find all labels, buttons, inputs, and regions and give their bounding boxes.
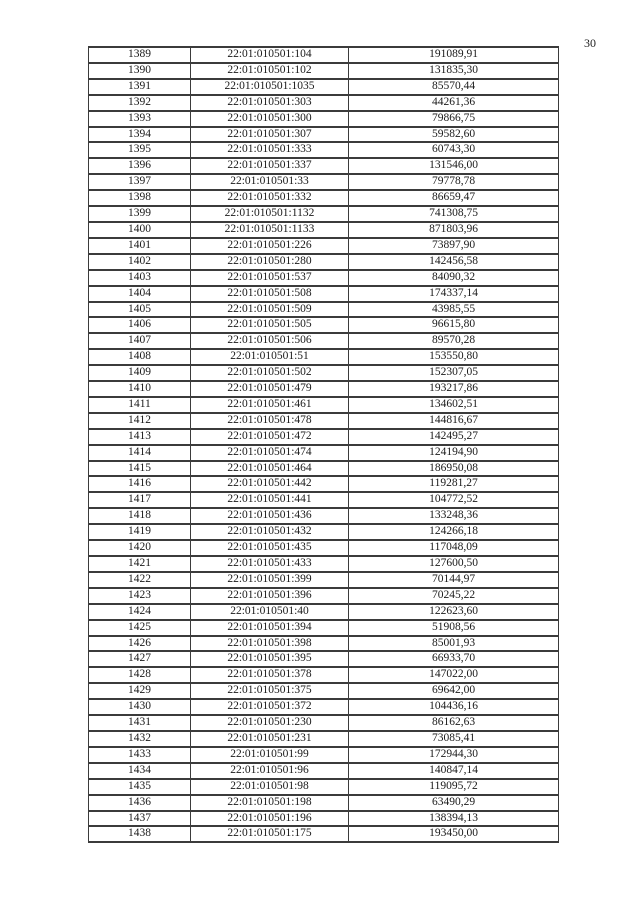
cell-value: 133248,36 [349, 508, 559, 524]
cell-row-number: 1430 [89, 699, 191, 715]
cell-cadastral-number: 22:01:010501:375 [191, 683, 349, 699]
cell-row-number: 1416 [89, 476, 191, 492]
cell-row-number: 1409 [89, 365, 191, 381]
cell-value: 741308,75 [349, 206, 559, 222]
table-row [89, 588, 559, 604]
cell-value: 89570,28 [349, 333, 559, 349]
cell-value: 122623,60 [349, 604, 559, 620]
cell-row-number: 1424 [89, 604, 191, 620]
cell-cadastral-number: 22:01:010501:280 [191, 254, 349, 270]
table-row [89, 111, 559, 127]
cell-cadastral-number: 22:01:010501:99 [191, 747, 349, 763]
cell-cadastral-number: 22:01:010501:230 [191, 715, 349, 731]
cell-row-number: 1399 [89, 206, 191, 222]
cell-cadastral-number: 22:01:010501:226 [191, 238, 349, 254]
cell-cadastral-number: 22:01:010501:442 [191, 476, 349, 492]
cell-row-number: 1410 [89, 381, 191, 397]
cell-value: 104436,16 [349, 699, 559, 715]
cell-cadastral-number: 22:01:010501:51 [191, 349, 349, 365]
cell-row-number: 1403 [89, 270, 191, 286]
table-row [89, 811, 559, 827]
cell-row-number: 1401 [89, 238, 191, 254]
table-row [89, 715, 559, 731]
cell-row-number: 1392 [89, 95, 191, 111]
cell-cadastral-number: 22:01:010501:231 [191, 731, 349, 747]
cell-row-number: 1437 [89, 811, 191, 827]
cell-cadastral-number: 22:01:010501:1132 [191, 206, 349, 222]
cell-row-number: 1418 [89, 508, 191, 524]
cell-row-number: 1394 [89, 127, 191, 143]
cell-cadastral-number: 22:01:010501:396 [191, 588, 349, 604]
table-row [89, 270, 559, 286]
cell-cadastral-number: 22:01:010501:472 [191, 429, 349, 445]
cell-value: 104772,52 [349, 492, 559, 508]
cell-cadastral-number: 22:01:010501:196 [191, 811, 349, 827]
cell-row-number: 1436 [89, 795, 191, 811]
cell-value: 117048,09 [349, 540, 559, 556]
cell-value: 174337,14 [349, 286, 559, 302]
cell-cadastral-number: 22:01:010501:435 [191, 540, 349, 556]
cell-cadastral-number: 22:01:010501:464 [191, 461, 349, 477]
cell-cadastral-number: 22:01:010501:474 [191, 445, 349, 461]
cell-value: 85001,93 [349, 636, 559, 652]
cell-value: 79778,78 [349, 174, 559, 190]
cell-value: 191089,91 [349, 47, 559, 63]
cell-row-number: 1408 [89, 349, 191, 365]
cell-cadastral-number: 22:01:010501:333 [191, 142, 349, 158]
cell-cadastral-number: 22:01:010501:509 [191, 302, 349, 318]
table-row [89, 381, 559, 397]
cell-row-number: 1406 [89, 317, 191, 333]
cell-row-number: 1393 [89, 111, 191, 127]
table-row [89, 127, 559, 143]
cell-cadastral-number: 22:01:010501:399 [191, 572, 349, 588]
cell-cadastral-number: 22:01:010501:506 [191, 333, 349, 349]
table-row [89, 779, 559, 795]
table-row [89, 429, 559, 445]
cell-value: 63490,29 [349, 795, 559, 811]
table-row [89, 445, 559, 461]
cell-value: 153550,80 [349, 349, 559, 365]
table-row [89, 699, 559, 715]
cell-value: 119095,72 [349, 779, 559, 795]
cell-row-number: 1427 [89, 651, 191, 667]
cell-value: 60743,30 [349, 142, 559, 158]
table-row [89, 826, 559, 842]
table-row [89, 763, 559, 779]
table-row [89, 397, 559, 413]
cell-row-number: 1390 [89, 63, 191, 79]
cell-cadastral-number: 22:01:010501:300 [191, 111, 349, 127]
cell-row-number: 1422 [89, 572, 191, 588]
cell-value: 147022,00 [349, 667, 559, 683]
cell-value: 124194,90 [349, 445, 559, 461]
cell-cadastral-number: 22:01:010501:537 [191, 270, 349, 286]
cell-row-number: 1398 [89, 190, 191, 206]
cell-value: 871803,96 [349, 222, 559, 238]
cell-value: 59582,60 [349, 127, 559, 143]
table-row [89, 79, 559, 95]
table-row [89, 174, 559, 190]
cell-cadastral-number: 22:01:010501:372 [191, 699, 349, 715]
cell-value: 96615,80 [349, 317, 559, 333]
cell-value: 144816,67 [349, 413, 559, 429]
cell-row-number: 1431 [89, 715, 191, 731]
cell-row-number: 1425 [89, 620, 191, 636]
cell-row-number: 1400 [89, 222, 191, 238]
cell-value: 51908,56 [349, 620, 559, 636]
cell-row-number: 1419 [89, 524, 191, 540]
cell-cadastral-number: 22:01:010501:198 [191, 795, 349, 811]
cell-cadastral-number: 22:01:010501:478 [191, 413, 349, 429]
cell-cadastral-number: 22:01:010501:378 [191, 667, 349, 683]
cell-value: 84090,32 [349, 270, 559, 286]
cell-row-number: 1417 [89, 492, 191, 508]
cell-row-number: 1389 [89, 47, 191, 63]
cell-value: 43985,55 [349, 302, 559, 318]
table-row [89, 333, 559, 349]
cell-cadastral-number: 22:01:010501:33 [191, 174, 349, 190]
cell-row-number: 1407 [89, 333, 191, 349]
cell-value: 193217,86 [349, 381, 559, 397]
cell-value: 172944,30 [349, 747, 559, 763]
cell-row-number: 1426 [89, 636, 191, 652]
cell-row-number: 1420 [89, 540, 191, 556]
cell-value: 85570,44 [349, 79, 559, 95]
cell-row-number: 1395 [89, 142, 191, 158]
table-row [89, 365, 559, 381]
table-row [89, 95, 559, 111]
cell-value: 69642,00 [349, 683, 559, 699]
cell-value: 119281,27 [349, 476, 559, 492]
cell-cadastral-number: 22:01:010501:505 [191, 317, 349, 333]
cell-value: 79866,75 [349, 111, 559, 127]
table-row [89, 317, 559, 333]
cell-value: 86162,63 [349, 715, 559, 731]
table-row [89, 142, 559, 158]
table-row [89, 731, 559, 747]
table-row [89, 492, 559, 508]
cell-value: 193450,00 [349, 826, 559, 842]
cell-cadastral-number: 22:01:010501:479 [191, 381, 349, 397]
cell-value: 66933,70 [349, 651, 559, 667]
cell-cadastral-number: 22:01:010501:436 [191, 508, 349, 524]
cell-row-number: 1413 [89, 429, 191, 445]
cell-value: 70245,22 [349, 588, 559, 604]
cell-value: 124266,18 [349, 524, 559, 540]
table-row [89, 795, 559, 811]
cell-cadastral-number: 22:01:010501:332 [191, 190, 349, 206]
table-row [89, 556, 559, 572]
cell-row-number: 1432 [89, 731, 191, 747]
cell-cadastral-number: 22:01:010501:1035 [191, 79, 349, 95]
table-row [89, 508, 559, 524]
table-row [89, 158, 559, 174]
table-row [89, 651, 559, 667]
cell-row-number: 1428 [89, 667, 191, 683]
cell-cadastral-number: 22:01:010501:394 [191, 620, 349, 636]
cell-value: 142456,58 [349, 254, 559, 270]
table-row [89, 636, 559, 652]
cell-row-number: 1421 [89, 556, 191, 572]
cell-cadastral-number: 22:01:010501:337 [191, 158, 349, 174]
table-row [89, 747, 559, 763]
cell-cadastral-number: 22:01:010501:461 [191, 397, 349, 413]
cell-row-number: 1433 [89, 747, 191, 763]
cell-row-number: 1391 [89, 79, 191, 95]
cell-value: 186950,08 [349, 461, 559, 477]
cell-cadastral-number: 22:01:010501:398 [191, 636, 349, 652]
cell-row-number: 1411 [89, 397, 191, 413]
cell-row-number: 1423 [89, 588, 191, 604]
cell-row-number: 1405 [89, 302, 191, 318]
cell-value: 142495,27 [349, 429, 559, 445]
cell-cadastral-number: 22:01:010501:433 [191, 556, 349, 572]
table-row [89, 413, 559, 429]
cell-value: 73897,90 [349, 238, 559, 254]
cell-row-number: 1438 [89, 826, 191, 842]
cell-row-number: 1414 [89, 445, 191, 461]
page-number: 30 [584, 36, 596, 50]
cell-cadastral-number: 22:01:010501:307 [191, 127, 349, 143]
cell-cadastral-number: 22:01:010501:96 [191, 763, 349, 779]
cell-row-number: 1435 [89, 779, 191, 795]
table-row [89, 286, 559, 302]
table-row [89, 572, 559, 588]
table-row [89, 620, 559, 636]
table-row [89, 206, 559, 222]
cell-cadastral-number: 22:01:010501:303 [191, 95, 349, 111]
cell-row-number: 1434 [89, 763, 191, 779]
cell-value: 152307,05 [349, 365, 559, 381]
parcel-table [88, 46, 559, 843]
table-row [89, 461, 559, 477]
table-row [89, 190, 559, 206]
cell-cadastral-number: 22:01:010501:40 [191, 604, 349, 620]
cell-row-number: 1415 [89, 461, 191, 477]
table-row [89, 238, 559, 254]
cell-cadastral-number: 22:01:010501:395 [191, 651, 349, 667]
table-body [89, 47, 559, 842]
cell-cadastral-number: 22:01:010501:441 [191, 492, 349, 508]
cell-value: 140847,14 [349, 763, 559, 779]
cell-cadastral-number: 22:01:010501:502 [191, 365, 349, 381]
cell-value: 86659,47 [349, 190, 559, 206]
table-row [89, 476, 559, 492]
table-row [89, 683, 559, 699]
cell-cadastral-number: 22:01:010501:508 [191, 286, 349, 302]
cell-cadastral-number: 22:01:010501:98 [191, 779, 349, 795]
cell-value: 127600,50 [349, 556, 559, 572]
cell-value: 131835,30 [349, 63, 559, 79]
table-row [89, 540, 559, 556]
table-row [89, 604, 559, 620]
cell-value: 134602,51 [349, 397, 559, 413]
cell-value: 138394,13 [349, 811, 559, 827]
cell-value: 70144,97 [349, 572, 559, 588]
table-row [89, 254, 559, 270]
table-row [89, 47, 559, 63]
cell-value: 73085,41 [349, 731, 559, 747]
cell-value: 44261,36 [349, 95, 559, 111]
table-row [89, 222, 559, 238]
cell-cadastral-number: 22:01:010501:175 [191, 826, 349, 842]
table-row [89, 302, 559, 318]
cell-cadastral-number: 22:01:010501:104 [191, 47, 349, 63]
cell-row-number: 1396 [89, 158, 191, 174]
cell-cadastral-number: 22:01:010501:1133 [191, 222, 349, 238]
table-row [89, 349, 559, 365]
cell-cadastral-number: 22:01:010501:432 [191, 524, 349, 540]
cell-row-number: 1429 [89, 683, 191, 699]
cell-row-number: 1402 [89, 254, 191, 270]
table-row [89, 524, 559, 540]
cell-row-number: 1404 [89, 286, 191, 302]
cell-cadastral-number: 22:01:010501:102 [191, 63, 349, 79]
cell-row-number: 1412 [89, 413, 191, 429]
cell-value: 131546,00 [349, 158, 559, 174]
cell-row-number: 1397 [89, 174, 191, 190]
table-row [89, 63, 559, 79]
table-row [89, 667, 559, 683]
